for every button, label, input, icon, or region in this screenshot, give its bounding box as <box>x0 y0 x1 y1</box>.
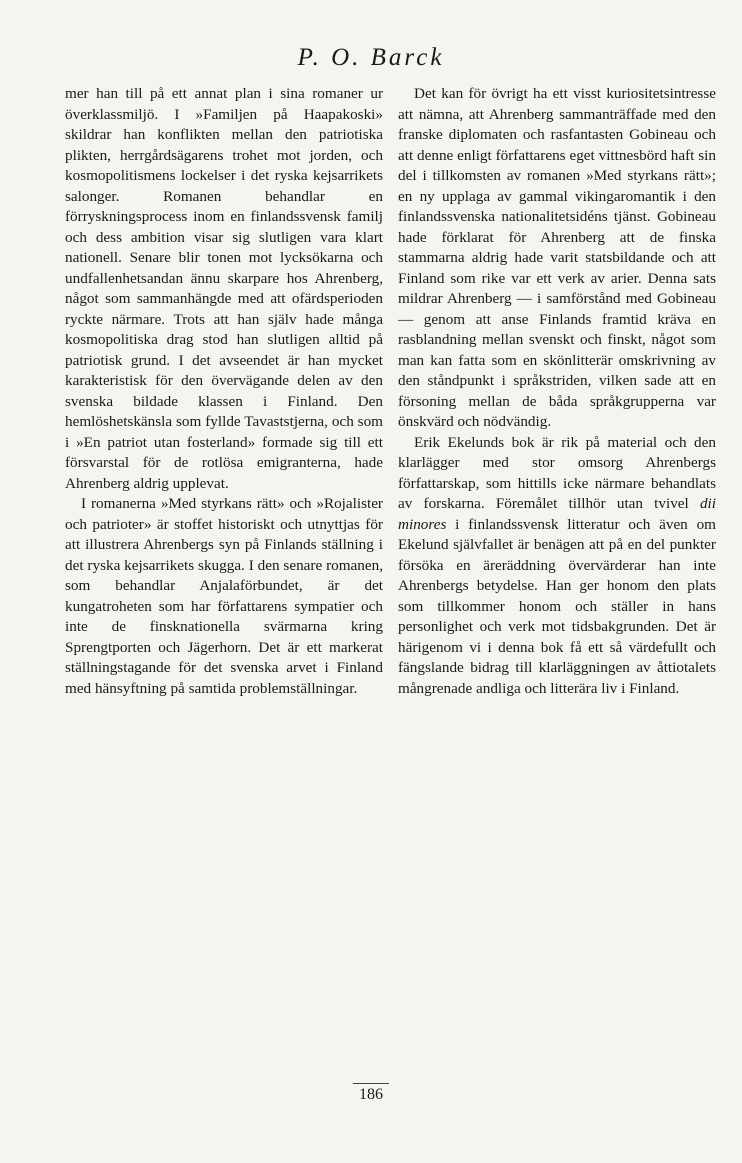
page-number-footer <box>0 1086 742 1104</box>
right-paragraph-1: Det kan för övrigt ha ett visst kuriositetsintresse att nämna, att Ahrenberg sammanträffade med den franske diplomaten och rasfantasten Gobineau och att denne enligt författarens eget vittnesbörd haft sin del i tillkomsten av romanen »Med styrkans rätt»; en ny upplaga av gammal vikingaromantik i den finlandssvenska nationalitetsidéns tjänst. Gobineau hade förklarat för Ahrenberg att de finska stammarna aldrig hade varit statsbildande och att Finland som rike var ett verk av arier. Denna sats mildrar Ahrenberg — i samförstånd med Gobineau — genom att anse Finlands framtid kräva en rasblandning mellan svenskt och finskt, något som man kan fatta som en skönlitterär omskrivning av den ståndpunkt i språkstriden, vilken sade att en försoning mellan de båda språkgrupperna var önskvärd och nödvändig. <box>398 85 716 430</box>
italic-term: dii minores <box>398 495 716 533</box>
page-number: 186 <box>353 1083 389 1103</box>
right-paragraph-2-end: i finlandssvensk litteratur och även om Ekelund självfallet är benägen att på en del punkter försöka en äreräddning övervärderar han inte Ahrenbergs betydelse. Han ger honom den plats som tillkommer honom och ställer in hans personlighet och verk mot tidsbakgrunden. Det är härigenom vi i denna bok få ett så värdefullt och fängslande bidrag till klarläggningen av åttiotalets mångrenade andliga och litterära liv i Finland. <box>398 515 716 697</box>
right-paragraph-2 <box>398 433 716 700</box>
left-paragraph-2: I romanerna »Med styrkans rätt» och »Rojalister och patrioter» är stoffet historiskt och utnyttjas för att illustrera Ahrenbergs syn på Finlands ställning i det ryska kejsarrikets skugga. I den senare romanen, som behandlar Anjalaförbundet, är det kungatroheten som har författarens sympatier och inte de finsknationella svärmarna kring Sprengtporten och Jägerhorn. Det är ett markerat ställningstagande för det svenska arvet i Finland med hänsyftning på samtida problemställningar. <box>65 495 383 697</box>
right-paragraph-2-start: Erik Ekelunds bok är rik på material och den klarlägger med stor omsorg Ahrenbergs författarskap, som hittills icke närmare behandlats av forskarna. Föremålet tillhör utan tvivel <box>398 433 716 512</box>
left-column <box>65 84 383 699</box>
right-column <box>398 84 716 699</box>
running-title: P. O. Barck <box>297 44 445 71</box>
left-paragraph-1: mer han till på ett annat plan i sina romaner ur överklassmiljö. I »Familjen på Haapakoski» skildrar han konflikten mellan den patriotiska plikten, herrgårdsägarens trohet mot jorden, och kosmopolitismens lockelser i det ryska kejsarrikets salonger. Romanen behandlar en förryskningsprocess inom en finlandssvensk familj och dess ambition visar sig slutligen vara klart nationell. Senare blir tonen mot lycksökarna och undfallenhetsandan ännu skarpare hos Ahrenberg, något som sammanhängde med att ofärdsperioden ryckte närmare. Trots att han själv hade många kosmopolitiska drag stod han slutligen alltid på patriotisk grund. I det avseendet är han mycket karakteristisk för den övervägande delen av den svenska bildade klassen i Finland. Den hemlöshetskänsla som fyllde Tavaststjerna, och som i »En patriot utan fosterland» formade sig till ett försvarstal för de rotlösa emigranterna, hade Ahrenberg aldrig upplevat. <box>65 85 383 492</box>
